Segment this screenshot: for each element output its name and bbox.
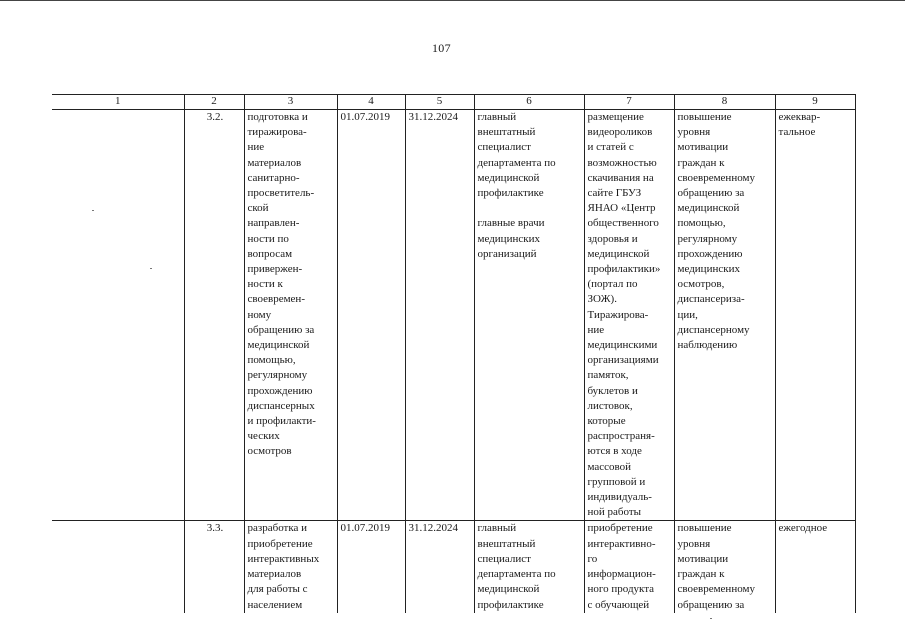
responsible-cell: главный внештатный специалист департамента по медицинской профилактике главные врачи медицинских организаций [474,110,584,521]
start-date-cell: 01.07.2019 [337,110,405,521]
scan-edge-line [0,0,905,1]
period-cell: ежеквар- тальное [775,110,855,521]
end-date-cell: 31.12.2024 [405,521,474,613]
header-col-6: 6 [474,95,584,110]
result-cell: размещение видеороликов и статей с возможностью скачивания на сайте ГБУЗ ЯНАО «Центр общественного здоровья и медицинской профилактики» (портал по ЗОЖ). Тиражирова- ние медицинскими организациями памяток, буклетов и листовок, которые распространя- ются в ходе массовой групповой и индивидуаль- ной работы [584,110,674,521]
page-number: 107 [432,41,451,55]
header-col-2: 2 [184,95,244,110]
scan-speck [710,618,712,619]
activity-cell: подготовка и тиражирова- ние материалов санитарно- просветитель- ской направлен- ности по вопросам привержен- ности к своевремен- ному обращению за медицинской помощью, регулярному прохождению диспансерных и профилакти- ческих осмотров [244,110,337,521]
header-col-8: 8 [674,95,775,110]
scan-speck [150,268,152,269]
activity-cell: разработка и приобретение интерактивных материалов для работы с населением [244,521,337,613]
result-cell: приобретение интерактивно- го информацион- ного продукта с обучающей [584,521,674,613]
table-row [52,110,855,521]
end-date-cell: 31.12.2024 [405,110,474,521]
header-col-9: 9 [775,95,855,110]
goal-cell: повышение уровня мотивации граждан к своевременному обращению за [674,521,775,613]
header-col-5: 5 [405,95,474,110]
row-col1-cell [52,110,184,521]
start-date-cell: 01.07.2019 [337,521,405,613]
goal-cell: повышение уровня мотивации граждан к своевременному обращению за медицинской помощью, регулярному прохождению медицинских осмотров, диспансериза- ции, диспансерному наблюдению [674,110,775,521]
period-cell: ежегодное [775,521,855,613]
header-col-3: 3 [244,95,337,110]
header-col-1: 1 [52,95,184,110]
header-col-7: 7 [584,95,674,110]
scan-speck [92,210,94,211]
responsible-cell: главный внештатный специалист департамента по медицинской профилактике [474,521,584,613]
row-col1-cell [52,521,184,613]
measures-table [52,94,856,613]
row-number: 3.3. [184,521,244,613]
table-row [52,521,855,613]
row-number: 3.2. [184,110,244,521]
table-header-row [52,95,855,110]
header-col-4: 4 [337,95,405,110]
